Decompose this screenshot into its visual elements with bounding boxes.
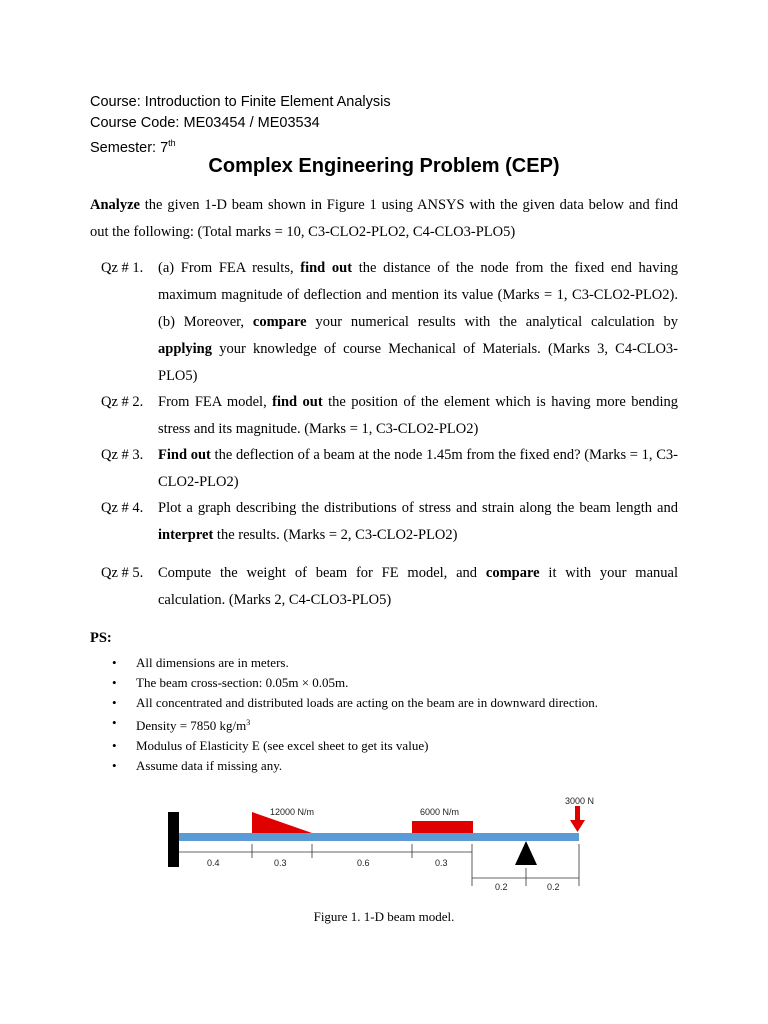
question-2 [101,389,678,443]
question-3 [101,442,678,496]
question-body [158,389,678,443]
question-text: Compute the weight of beam for FE model, and [158,565,486,581]
question-body [158,442,678,496]
list-item [112,653,712,673]
question-text: the position of the element which is having more bending stress and its magnitude. (Marks = 1, C3-CLO2-PLO2) [158,394,678,437]
dimension-label: 0.6 [357,858,370,868]
emphasis-text: Find out [158,447,211,463]
bullet-icon: • [112,695,117,710]
emphasis-text: find out [300,260,353,276]
list-item-text: Assume data if missing any. [136,758,283,773]
semester-superscript: th [168,138,176,148]
udl-load [412,821,473,833]
question-text: it with your manual calculation. (Marks 2, C4-CLO3-PLO5) [158,565,678,608]
question-text: Plot a graph describing the distributions of stress and strain along the beam length and [158,500,678,516]
beam-figure [0,790,768,900]
list-item-text: Modulus of Elasticity E (see excel sheet to get its value) [136,738,429,753]
course-name: Course: Introduction to Finite Element Analysis [90,94,391,110]
question-text: (a) From FEA results, [158,260,301,276]
list-item-text: The beam cross-section: 0.05m × 0.05m. [136,675,349,690]
question-text: the results. (Marks = 2, C3-CLO2-PLO2) [213,527,458,543]
density-superscript: 3 [246,718,251,727]
dimension-label: 0.4 [207,858,220,868]
question-number: Qz # 2. [101,394,144,410]
question-text: your knowledge of course Mechanical of Materials. (Marks 3, C4-CLO3-PLO5) [158,341,678,384]
question-body [158,255,678,390]
emphasis-text: find out [272,394,323,410]
question-number: Qz # 3. [101,447,144,463]
question-number: Qz # 5. [101,565,144,581]
point-load-arrow-icon [570,820,585,832]
point-load-label: 3000 N [565,796,595,806]
figure-caption: Figure 1. 1-D beam model. [313,909,455,924]
list-item-text: Density = 7850 kg/m [136,718,247,733]
dimension-label: 0.2 [495,882,508,892]
fixed-support-wall [168,812,179,867]
question-text: the distance of the node from the fixed end having maximum magnitude of deflection and mention its value (Marks = 1, C3-CLO2-PLO2). (b) Moreover, [158,260,678,330]
bullet-icon: • [112,675,117,690]
question-body [158,560,678,614]
triangular-load-label: 12000 N/m [270,807,315,817]
emphasis-text: applying [158,341,212,357]
semester-label: Semester: 7 [90,140,169,156]
dimension-label: 0.2 [547,882,560,892]
course-code: Course Code: ME03454 / ME03534 [90,115,320,131]
dimension-label: 0.3 [435,858,448,868]
list-item [112,713,712,736]
list-item [112,693,712,713]
emphasis-text: interpret [158,527,214,543]
intro-paragraph [90,192,678,246]
question-4 [101,495,678,549]
intro-text: the given 1-D beam shown in Figure 1 using ANSYS with the given data below and find out the following: (Total marks = 10, C3-CLO2-PLO2, C4-CLO3-PLO5) [90,197,678,240]
question-number: Qz # 4. [101,500,144,516]
list-item-text: All concentrated and distributed loads are acting on the beam are in downward direction. [136,695,599,710]
udl-load-label: 6000 N/m [420,807,460,817]
list-item [112,736,712,756]
dimension-label: 0.3 [274,858,287,868]
question-text: the deflection of a beam at the node 1.45m from the fixed end? (Marks = 1, C3-CLO2-PLO2) [158,447,678,490]
bullet-icon: • [112,738,117,753]
question-1 [101,255,678,390]
emphasis-text: compare [252,314,307,330]
roller-support-icon [515,841,537,865]
question-number: Qz # 1. [101,260,144,276]
beam [179,833,579,841]
ps-bullet-list [112,653,712,776]
bullet-icon: • [112,655,117,670]
bullet-icon: • [112,758,117,773]
question-text: From FEA model, [158,394,273,410]
point-load-shaft [575,806,580,821]
list-item [112,756,712,776]
question-text: your numerical results with the analytical calculation by [306,314,678,330]
intro-bold-verb: Analyze [90,197,140,213]
emphasis-text: compare [485,565,540,581]
question-5 [101,560,678,614]
bullet-icon: • [112,715,117,730]
ps-heading: PS: [90,630,112,646]
question-body [158,495,678,549]
list-item [112,673,712,693]
list-item-text: All dimensions are in meters. [136,655,289,670]
document-title: Complex Engineering Problem (CEP) [208,155,560,177]
